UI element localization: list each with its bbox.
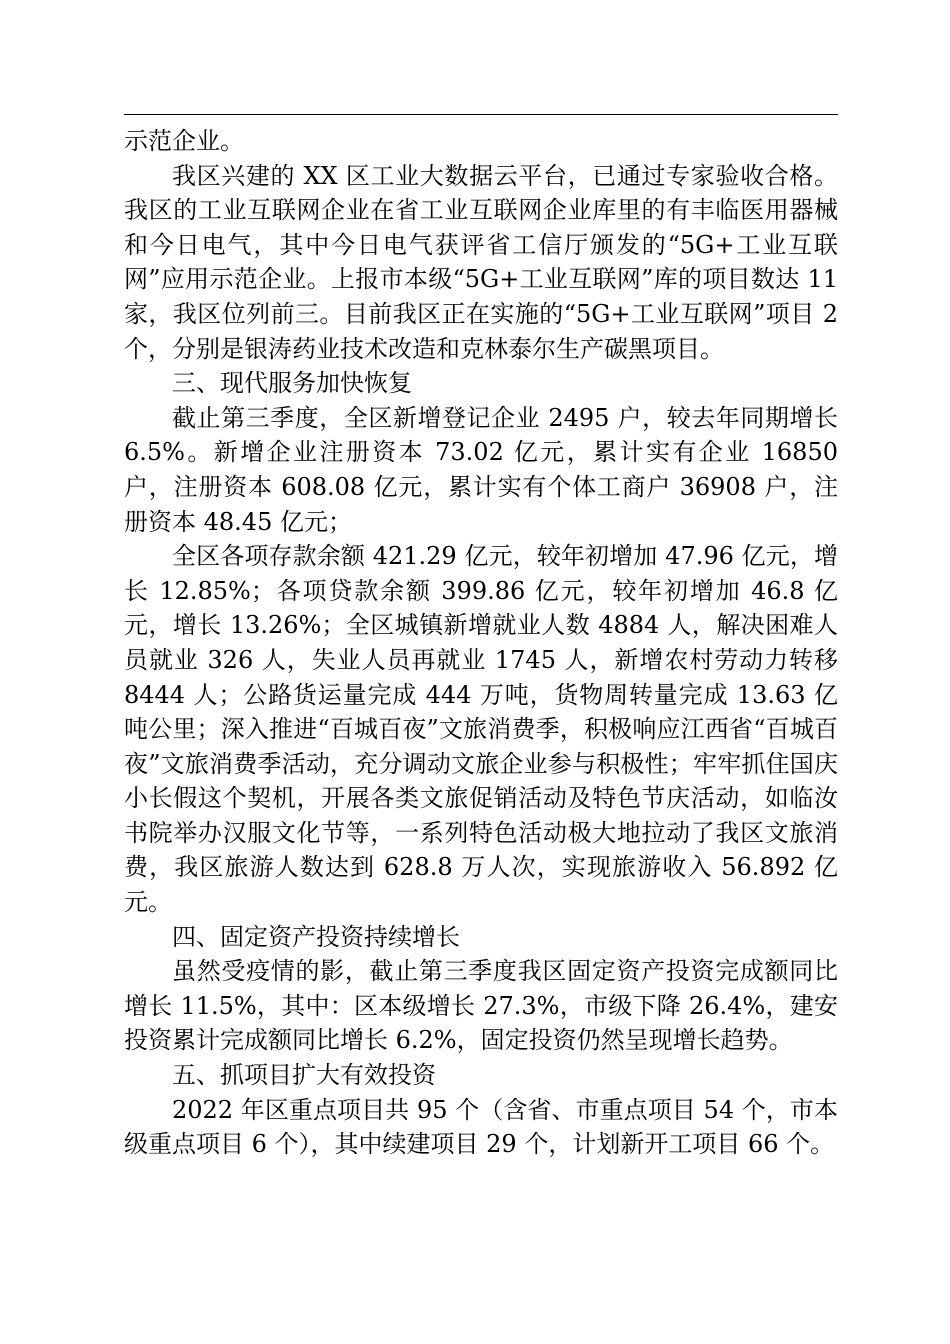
paragraph-fixed-asset-investment: 虽然受疫情的影，截止第三季度我区固定资产投资完成额同比增长 11.5%，其中：区本级增长 27.3%，市级下降 26.4%，建安投资累计完成额同比增长 6.2%，固定投资仍然呈现增长趋势。 [124, 957, 838, 1055]
section-heading-5: 五、抓项目扩大有效投资 [172, 1061, 436, 1090]
paragraph-key-projects: 2022 年区重点项目共 95 个（含省、市重点项目 54 个，市本级重点项目 6 个），其中续建项目 29 个，计划新开工项目 66 个。 [124, 1095, 838, 1159]
paragraph-industrial-internet: 我区兴建的 XX 区工业大数据云平台，已通过专家验收合格。我区的工业互联网企业在省工业互联网企业库里的有丰临医用器械和今日电气，其中今日电气获评省工信厅颁发的“5G+工业互联网”应用示范企业。上报市本级“5G+工业互联网”库的项目数达 11 家，我区位列前三。目前我区正在实施的“5G+工业互联网”项目 2 个，分别是银涛药业技术改造和克林泰尔生产碳黑项目。 [124, 161, 838, 363]
paragraph-continuation: 示范企业。 [124, 127, 244, 155]
section-heading-4: 四、固定资产投资持续增长 [172, 922, 460, 951]
document-body [124, 124, 838, 1162]
paragraph-deposits-employment-tourism: 全区各项存款余额 421.29 亿元，较年初增加 47.96 亿元，增长 12.85%；各项贷款余额 399.86 亿元，较年初增加 46.8 亿元，增长 13.26%；全区城镇新增就业人数 4884 人，解决困难人员就业 326 人，失业人员再就业 1745 人，新增农村劳动力转移 8444 人；公路货运量完成 444 万吨，货物周转量完成 13.63 亿吨公里；深入推进“百城百夜”文旅消费季，积极响应江西省“百城百夜”文旅消费季活动，充分调动文旅企业参与积极性；牢牢抓住国庆小长假这个契机，开展各类文旅促销活动及特色节庆活动，如临汝书院举办汉服文化节等，一系列特色活动极大地拉动了我区文旅消费，我区旅游人数达到 628.8 万人次，实现旅游收入 56.892 亿元。 [124, 542, 838, 917]
header-rule [124, 114, 838, 115]
section-heading-3: 三、现代服务加快恢复 [172, 369, 412, 398]
paragraph-new-enterprises: 截止第三季度，全区新增登记企业 2495 户，较去年同期增长 6.5%。新增企业注册资本 73.02 亿元，累计实有企业 16850 户，注册资本 608.08 亿元，累计实有个体工商户 36908 户，注册资本 48.45 亿元； [124, 403, 838, 536]
